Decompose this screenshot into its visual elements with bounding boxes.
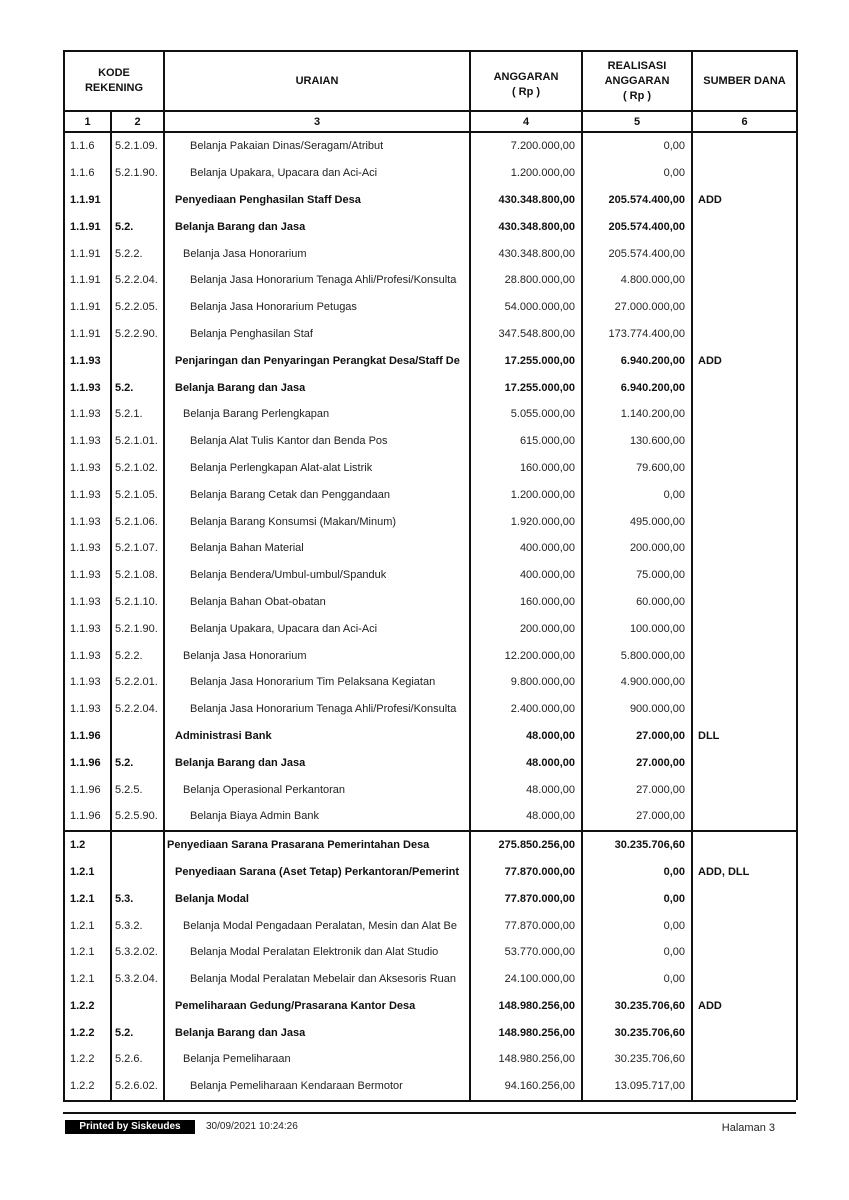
uraian-cell: Belanja Penghasilan Staf — [164, 321, 470, 348]
header-realisasi-unit: ( Rp ) — [622, 89, 652, 102]
kode-kegiatan-cell: 1.2 — [64, 831, 111, 859]
kode-kegiatan-cell: 1.2.2 — [64, 1073, 111, 1100]
kode-kegiatan-cell: 1.2.1 — [64, 859, 111, 886]
sumber-dana-cell — [692, 267, 797, 294]
anggaran-cell: 400.000,00 — [470, 562, 582, 589]
uraian-cell: Belanja Upakara, Upacara dan Aci-Aci — [164, 615, 470, 642]
kode-rekening-cell: 5.2.1.06. — [111, 508, 164, 535]
uraian-cell: Belanja Pakaian Dinas/Seragam/Atribut — [164, 132, 470, 160]
uraian-cell: Belanja Bendera/Umbul-umbul/Spanduk — [164, 562, 470, 589]
kode-kegiatan-cell: 1.1.93 — [64, 401, 111, 428]
uraian-cell: Belanja Perlengkapan Alat-alat Listrik — [164, 455, 470, 482]
kode-rekening-cell: 5.2.1.02. — [111, 455, 164, 482]
kode-kegiatan-cell: 1.1.6 — [64, 160, 111, 187]
uraian-cell: Belanja Jasa Honorarium Tenaga Ahli/Profesi/Konsulta — [164, 696, 470, 723]
uraian-cell: Belanja Modal Peralatan Elektronik dan Alat Studio — [164, 939, 470, 966]
realisasi-cell: 495.000,00 — [582, 508, 692, 535]
sumber-dana-cell — [692, 615, 797, 642]
table-body — [64, 132, 797, 1100]
realisasi-cell: 0,00 — [582, 481, 692, 508]
kode-kegiatan-cell: 1.1.93 — [64, 615, 111, 642]
realisasi-cell: 6.940.200,00 — [582, 347, 692, 374]
footer-divider — [63, 1112, 796, 1114]
anggaran-cell: 48.000,00 — [470, 749, 582, 776]
uraian-cell: Pemeliharaan Gedung/Prasarana Kantor Desa — [164, 993, 470, 1020]
sumber-dana-cell — [692, 885, 797, 912]
sumber-dana-cell — [692, 374, 797, 401]
kode-kegiatan-cell: 1.1.96 — [64, 749, 111, 776]
kode-kegiatan-cell: 1.1.6 — [64, 132, 111, 160]
sumber-dana-cell — [692, 481, 797, 508]
kode-rekening-cell — [111, 723, 164, 750]
anggaran-cell: 2.400.000,00 — [470, 696, 582, 723]
anggaran-cell: 1.200.000,00 — [470, 481, 582, 508]
realisasi-cell: 27.000,00 — [582, 749, 692, 776]
kode-kegiatan-cell: 1.2.2 — [64, 1046, 111, 1073]
table-row — [64, 374, 797, 401]
sumber-dana-cell — [692, 213, 797, 240]
kode-rekening-cell: 5.3. — [111, 885, 164, 912]
sumber-dana-cell: ADD, DLL — [692, 859, 797, 886]
anggaran-cell: 9.800.000,00 — [470, 669, 582, 696]
table-row — [64, 831, 797, 859]
uraian-cell: Belanja Biaya Admin Bank — [164, 803, 470, 831]
header-sumber-dana — [692, 51, 797, 111]
kode-rekening-cell: 5.3.2.02. — [111, 939, 164, 966]
realisasi-cell: 30.235.706,60 — [582, 993, 692, 1020]
anggaran-cell: 148.980.256,00 — [470, 993, 582, 1020]
realisasi-cell: 0,00 — [582, 885, 692, 912]
realisasi-cell: 0,00 — [582, 966, 692, 993]
kode-rekening-cell: 5.2.1.09. — [111, 132, 164, 160]
uraian-cell: Belanja Barang dan Jasa — [164, 749, 470, 776]
sumber-dana-cell — [692, 1046, 797, 1073]
sumber-dana-cell — [692, 1073, 797, 1100]
sumber-dana-cell — [692, 642, 797, 669]
sumber-dana-cell — [692, 562, 797, 589]
table-row — [64, 776, 797, 803]
uraian-cell: Belanja Barang Konsumsi (Makan/Minum) — [164, 508, 470, 535]
realisasi-cell: 0,00 — [582, 912, 692, 939]
table-row — [64, 401, 797, 428]
anggaran-cell: 77.870.000,00 — [470, 912, 582, 939]
print-timestamp: 30/09/2021 10:24:26 — [206, 1121, 298, 1132]
realisasi-cell: 0,00 — [582, 859, 692, 886]
sumber-dana-cell: ADD — [692, 347, 797, 374]
kode-rekening-cell: 5.2.1.07. — [111, 535, 164, 562]
realisasi-cell: 900.000,00 — [582, 696, 692, 723]
sumber-dana-cell — [692, 966, 797, 993]
kode-kegiatan-cell: 1.2.1 — [64, 885, 111, 912]
table-row — [64, 1073, 797, 1100]
anggaran-cell: 77.870.000,00 — [470, 859, 582, 886]
column-number-2: 2 — [111, 111, 164, 132]
anggaran-cell: 17.255.000,00 — [470, 347, 582, 374]
kode-kegiatan-cell: 1.1.91 — [64, 294, 111, 321]
sumber-dana-cell — [692, 428, 797, 455]
anggaran-cell: 48.000,00 — [470, 803, 582, 831]
table-row — [64, 562, 797, 589]
table-row — [64, 428, 797, 455]
realisasi-cell: 6.940.200,00 — [582, 374, 692, 401]
kode-rekening-cell — [111, 993, 164, 1020]
table-row — [64, 267, 797, 294]
header-kode-rekening-label: KODE REKENING — [84, 67, 144, 94]
kode-rekening-cell: 5.2.6. — [111, 1046, 164, 1073]
kode-kegiatan-cell: 1.1.93 — [64, 642, 111, 669]
table-row — [64, 885, 797, 912]
kode-kegiatan-cell: 1.1.93 — [64, 428, 111, 455]
realisasi-cell: 27.000,00 — [582, 776, 692, 803]
sumber-dana-cell — [692, 939, 797, 966]
kode-kegiatan-cell: 1.1.96 — [64, 803, 111, 831]
kode-kegiatan-cell: 1.1.93 — [64, 669, 111, 696]
anggaran-cell: 5.055.000,00 — [470, 401, 582, 428]
kode-rekening-cell: 5.2. — [111, 374, 164, 401]
table-row — [64, 993, 797, 1020]
table-row — [64, 723, 797, 750]
table-row — [64, 859, 797, 886]
kode-kegiatan-cell: 1.1.93 — [64, 535, 111, 562]
sumber-dana-cell: ADD — [692, 993, 797, 1020]
kode-kegiatan-cell: 1.1.93 — [64, 347, 111, 374]
realisasi-cell: 27.000,00 — [582, 723, 692, 750]
uraian-cell: Belanja Jasa Honorarium — [164, 240, 470, 267]
sumber-dana-cell — [692, 589, 797, 616]
anggaran-cell: 275.850.256,00 — [470, 831, 582, 859]
kode-rekening-cell: 5.2.5. — [111, 776, 164, 803]
kode-rekening-cell: 5.3.2.04. — [111, 966, 164, 993]
uraian-cell: Belanja Barang dan Jasa — [164, 374, 470, 401]
kode-rekening-cell: 5.2.1.10. — [111, 589, 164, 616]
anggaran-cell: 148.980.256,00 — [470, 1046, 582, 1073]
sumber-dana-cell — [692, 696, 797, 723]
uraian-cell: Belanja Pemeliharaan Kendaraan Bermotor — [164, 1073, 470, 1100]
anggaran-cell: 48.000,00 — [470, 776, 582, 803]
anggaran-cell: 430.348.800,00 — [470, 213, 582, 240]
anggaran-cell: 94.160.256,00 — [470, 1073, 582, 1100]
anggaran-cell: 12.200.000,00 — [470, 642, 582, 669]
kode-rekening-cell: 5.2.2.05. — [111, 294, 164, 321]
table-row — [64, 669, 797, 696]
header-anggaran-label: ANGGARAN — [493, 71, 559, 83]
kode-kegiatan-cell: 1.1.91 — [64, 187, 111, 214]
table-row — [64, 642, 797, 669]
anggaran-cell: 200.000,00 — [470, 615, 582, 642]
kode-kegiatan-cell: 1.1.93 — [64, 481, 111, 508]
header-uraian — [164, 51, 470, 111]
uraian-cell: Belanja Jasa Honorarium Tim Pelaksana Kegiatan — [164, 669, 470, 696]
table-row — [64, 187, 797, 214]
table-row — [64, 966, 797, 993]
kode-kegiatan-cell: 1.1.96 — [64, 776, 111, 803]
uraian-cell: Penyediaan Penghasilan Staff Desa — [164, 187, 470, 214]
kode-rekening-cell: 5.2.2.01. — [111, 669, 164, 696]
table-row — [64, 749, 797, 776]
kode-kegiatan-cell: 1.1.93 — [64, 508, 111, 535]
column-number-5: 5 — [582, 111, 692, 132]
realisasi-cell: 13.095.717,00 — [582, 1073, 692, 1100]
sumber-dana-cell — [692, 132, 797, 160]
table-row — [64, 1019, 797, 1046]
kode-kegiatan-cell: 1.1.96 — [64, 723, 111, 750]
table-row — [64, 912, 797, 939]
kode-kegiatan-cell: 1.1.93 — [64, 589, 111, 616]
realisasi-cell: 30.235.706,60 — [582, 1046, 692, 1073]
kode-rekening-cell: 5.3.2. — [111, 912, 164, 939]
sumber-dana-cell — [692, 455, 797, 482]
table-row — [64, 321, 797, 348]
kode-rekening-cell: 5.2. — [111, 1019, 164, 1046]
uraian-cell: Belanja Operasional Perkantoran — [164, 776, 470, 803]
realisasi-cell: 173.774.400,00 — [582, 321, 692, 348]
kode-kegiatan-cell: 1.1.93 — [64, 374, 111, 401]
column-number-4: 4 — [470, 111, 582, 132]
uraian-cell: Belanja Barang dan Jasa — [164, 1019, 470, 1046]
table-row — [64, 240, 797, 267]
kode-kegiatan-cell: 1.2.1 — [64, 939, 111, 966]
sumber-dana-cell — [692, 240, 797, 267]
anggaran-cell: 28.800.000,00 — [470, 267, 582, 294]
realisasi-cell: 4.900.000,00 — [582, 669, 692, 696]
sumber-dana-cell — [692, 831, 797, 859]
column-number-1: 1 — [64, 111, 111, 132]
anggaran-cell: 1.920.000,00 — [470, 508, 582, 535]
sumber-dana-cell — [692, 160, 797, 187]
kode-kegiatan-cell: 1.1.93 — [64, 696, 111, 723]
kode-kegiatan-cell: 1.1.91 — [64, 267, 111, 294]
uraian-cell: Belanja Barang Perlengkapan — [164, 401, 470, 428]
sumber-dana-cell: ADD — [692, 187, 797, 214]
uraian-cell: Belanja Jasa Honorarium Tenaga Ahli/Profesi/Konsulta — [164, 267, 470, 294]
sumber-dana-cell — [692, 669, 797, 696]
kode-rekening-cell: 5.2.2.90. — [111, 321, 164, 348]
uraian-cell: Penyediaan Sarana Prasarana Pemerintahan Desa — [164, 831, 470, 859]
table-row — [64, 696, 797, 723]
uraian-cell: Administrasi Bank — [164, 723, 470, 750]
kode-kegiatan-cell: 1.1.93 — [64, 455, 111, 482]
anggaran-cell: 7.200.000,00 — [470, 132, 582, 160]
anggaran-cell: 160.000,00 — [470, 455, 582, 482]
sumber-dana-cell — [692, 912, 797, 939]
kode-kegiatan-cell: 1.1.91 — [64, 213, 111, 240]
uraian-cell: Belanja Jasa Honorarium Petugas — [164, 294, 470, 321]
realisasi-cell: 4.800.000,00 — [582, 267, 692, 294]
sumber-dana-cell — [692, 1019, 797, 1046]
kode-kegiatan-cell: 1.1.93 — [64, 562, 111, 589]
uraian-cell: Belanja Pemeliharaan — [164, 1046, 470, 1073]
realisasi-cell: 27.000.000,00 — [582, 294, 692, 321]
anggaran-cell: 48.000,00 — [470, 723, 582, 750]
table-row — [64, 803, 797, 831]
uraian-cell: Belanja Barang Cetak dan Penggandaan — [164, 481, 470, 508]
realisasi-cell: 5.800.000,00 — [582, 642, 692, 669]
uraian-cell: Belanja Barang dan Jasa — [164, 213, 470, 240]
uraian-cell: Penjaringan dan Penyaringan Perangkat Desa/Staff De — [164, 347, 470, 374]
anggaran-cell: 54.000.000,00 — [470, 294, 582, 321]
realisasi-cell: 0,00 — [582, 939, 692, 966]
anggaran-cell: 347.548.800,00 — [470, 321, 582, 348]
table-row — [64, 294, 797, 321]
column-number-3: 3 — [164, 111, 470, 132]
header-anggaran — [470, 51, 582, 111]
uraian-cell: Belanja Alat Tulis Kantor dan Benda Pos — [164, 428, 470, 455]
kode-rekening-cell: 5.2. — [111, 749, 164, 776]
sumber-dana-cell — [692, 535, 797, 562]
table-bottom-open — [63, 1100, 796, 1102]
realisasi-cell: 205.574.400,00 — [582, 213, 692, 240]
kode-rekening-cell — [111, 859, 164, 886]
header-realisasi — [582, 51, 692, 111]
kode-rekening-cell: 5.2. — [111, 213, 164, 240]
budget-realization-table — [63, 50, 798, 1100]
realisasi-cell: 200.000,00 — [582, 535, 692, 562]
realisasi-cell: 0,00 — [582, 160, 692, 187]
uraian-cell: Penyediaan Sarana (Aset Tetap) Perkantoran/Pemerint — [164, 859, 470, 886]
kode-rekening-cell: 5.2.1.90. — [111, 615, 164, 642]
anggaran-cell: 1.200.000,00 — [470, 160, 582, 187]
sumber-dana-cell — [692, 749, 797, 776]
table-row — [64, 1046, 797, 1073]
kode-rekening-cell: 5.2.2. — [111, 642, 164, 669]
kode-rekening-cell: 5.2.1.90. — [111, 160, 164, 187]
budget-realization-table-container — [63, 50, 796, 1102]
table-row — [64, 508, 797, 535]
kode-kegiatan-cell: 1.1.91 — [64, 321, 111, 348]
kode-rekening-cell: 5.2.6.02. — [111, 1073, 164, 1100]
header-anggaran-unit: ( Rp ) — [511, 86, 541, 98]
sumber-dana-cell — [692, 321, 797, 348]
uraian-cell: Belanja Bahan Obat-obatan — [164, 589, 470, 616]
kode-rekening-cell — [111, 831, 164, 859]
realisasi-cell: 100.000,00 — [582, 615, 692, 642]
realisasi-cell: 30.235.706,60 — [582, 831, 692, 859]
uraian-cell: Belanja Upakara, Upacara dan Aci-Aci — [164, 160, 470, 187]
kode-rekening-cell: 5.2.2.04. — [111, 267, 164, 294]
sumber-dana-cell — [692, 776, 797, 803]
anggaran-cell: 400.000,00 — [470, 535, 582, 562]
page-number: Halaman 3 — [721, 1122, 775, 1134]
table-row — [64, 347, 797, 374]
kode-rekening-cell — [111, 347, 164, 374]
sumber-dana-cell: DLL — [692, 723, 797, 750]
anggaran-cell: 17.255.000,00 — [470, 374, 582, 401]
kode-kegiatan-cell: 1.2.2 — [64, 1019, 111, 1046]
kode-rekening-cell: 5.2.1.05. — [111, 481, 164, 508]
realisasi-cell: 75.000,00 — [582, 562, 692, 589]
kode-kegiatan-cell: 1.2.2 — [64, 993, 111, 1020]
table-row — [64, 589, 797, 616]
header-sumber-dana-label: SUMBER DANA — [703, 74, 786, 87]
table-row — [64, 939, 797, 966]
anggaran-cell: 24.100.000,00 — [470, 966, 582, 993]
realisasi-cell: 0,00 — [582, 132, 692, 160]
sumber-dana-cell — [692, 803, 797, 831]
realisasi-cell: 130.600,00 — [582, 428, 692, 455]
header-uraian-label: URAIAN — [295, 74, 339, 87]
table-row — [64, 160, 797, 187]
sumber-dana-cell — [692, 401, 797, 428]
anggaran-cell: 77.870.000,00 — [470, 885, 582, 912]
realisasi-cell: 205.574.400,00 — [582, 240, 692, 267]
table-row — [64, 481, 797, 508]
table-row — [64, 132, 797, 160]
uraian-cell: Belanja Jasa Honorarium — [164, 642, 470, 669]
realisasi-cell: 79.600,00 — [582, 455, 692, 482]
kode-kegiatan-cell: 1.1.91 — [64, 240, 111, 267]
sumber-dana-cell — [692, 508, 797, 535]
realisasi-cell: 27.000,00 — [582, 803, 692, 831]
anggaran-cell: 53.770.000,00 — [470, 939, 582, 966]
table-row — [64, 535, 797, 562]
kode-kegiatan-cell: 1.2.1 — [64, 912, 111, 939]
uraian-cell: Belanja Modal Peralatan Mebelair dan Aksesoris Ruan — [164, 966, 470, 993]
anggaran-cell: 615.000,00 — [470, 428, 582, 455]
kode-rekening-cell: 5.2.2.04. — [111, 696, 164, 723]
printed-by-badge: Printed by Siskeudes — [65, 1120, 195, 1134]
anggaran-cell: 430.348.800,00 — [470, 187, 582, 214]
kode-kegiatan-cell: 1.2.1 — [64, 966, 111, 993]
uraian-cell: Belanja Bahan Material — [164, 535, 470, 562]
anggaran-cell: 160.000,00 — [470, 589, 582, 616]
kode-rekening-cell: 5.2.5.90. — [111, 803, 164, 831]
anggaran-cell: 430.348.800,00 — [470, 240, 582, 267]
table-row — [64, 455, 797, 482]
table-row — [64, 615, 797, 642]
uraian-cell: Belanja Modal Pengadaan Peralatan, Mesin dan Alat Be — [164, 912, 470, 939]
kode-rekening-cell: 5.2.1. — [111, 401, 164, 428]
table-row — [64, 213, 797, 240]
realisasi-cell: 1.140.200,00 — [582, 401, 692, 428]
header-kode-rekening — [64, 51, 164, 111]
kode-rekening-cell — [111, 187, 164, 214]
header-realisasi-label: REALISASI ANGGARAN — [604, 59, 670, 87]
kode-rekening-cell: 5.2.1.01. — [111, 428, 164, 455]
column-number-6: 6 — [692, 111, 797, 132]
kode-rekening-cell: 5.2.2. — [111, 240, 164, 267]
realisasi-cell: 30.235.706,60 — [582, 1019, 692, 1046]
realisasi-cell: 205.574.400,00 — [582, 187, 692, 214]
anggaran-cell: 148.980.256,00 — [470, 1019, 582, 1046]
kode-rekening-cell: 5.2.1.08. — [111, 562, 164, 589]
sumber-dana-cell — [692, 294, 797, 321]
realisasi-cell: 60.000,00 — [582, 589, 692, 616]
uraian-cell: Belanja Modal — [164, 885, 470, 912]
